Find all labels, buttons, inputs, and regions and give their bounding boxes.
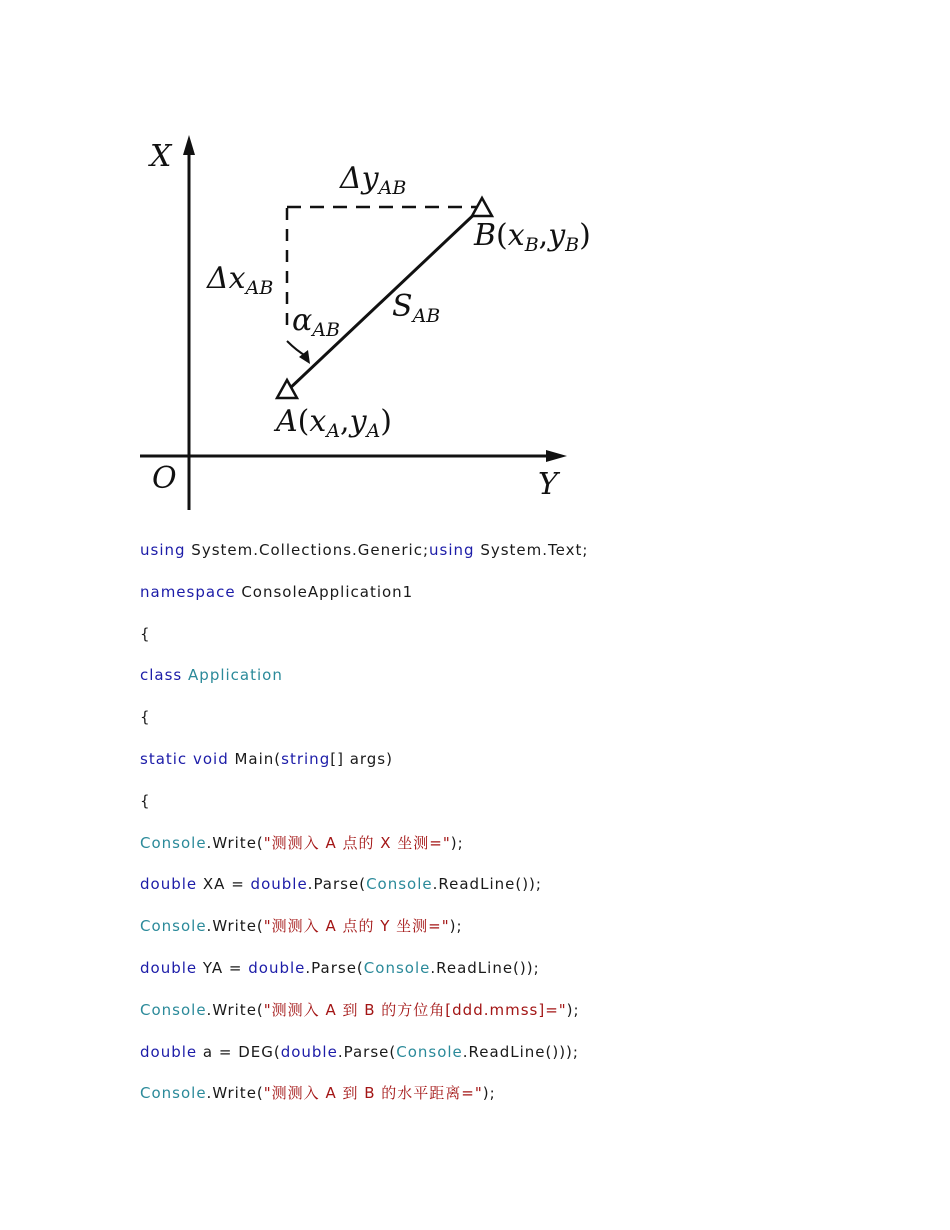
code-token: { (140, 708, 151, 727)
code-token: a = DEG( (197, 1042, 281, 1061)
azimuth-arc (287, 341, 306, 356)
code-token: .Parse( (337, 1042, 397, 1061)
code-token: static (140, 749, 188, 768)
code-token: Console (140, 917, 207, 936)
y-axis-arrow (546, 450, 567, 462)
code-line (140, 705, 900, 747)
code-token: "测测入 A 点的 Y 坐测=" (263, 917, 450, 936)
code-token: .ReadLine()); (430, 958, 540, 977)
code-line (140, 956, 900, 998)
code-token: Console (140, 1084, 207, 1103)
code-token: using (140, 541, 186, 559)
code-token: .ReadLine())); (462, 1042, 579, 1061)
code-token: YA = (197, 958, 249, 977)
coordinate-diagram (130, 128, 610, 513)
code-line (140, 998, 900, 1040)
code-token: double (140, 875, 198, 894)
segment-ab (287, 207, 482, 391)
code-token: .Parse( (305, 958, 364, 977)
code-token: class (140, 666, 183, 685)
code-listing (140, 538, 900, 1123)
code-token: { (140, 791, 151, 810)
axis-y-label: Y (538, 467, 558, 502)
code-token: double (140, 1042, 198, 1061)
code-token: ); (566, 1000, 580, 1019)
code-token: "测测入 A 到 B 的方位角[ddd.mmss]=" (263, 1000, 567, 1019)
code-token: double (248, 958, 306, 977)
code-line (140, 747, 900, 789)
delta-x-label: $\Delta x_{AB}$ (207, 261, 274, 299)
code-token: Console (366, 875, 433, 894)
code-token: .ReadLine()); (432, 875, 542, 894)
x-axis-arrow (183, 135, 195, 155)
code-token: Console (140, 833, 207, 852)
code-token: Console (140, 1000, 207, 1019)
code-token: ); (449, 917, 463, 936)
delta-y-label: $\Delta y_{AB}$ (340, 161, 407, 199)
code-token: double (280, 1042, 338, 1061)
code-token: .Write( (206, 833, 264, 852)
origin-label: O (152, 461, 177, 496)
code-token: ); (450, 833, 464, 852)
code-line (140, 831, 900, 873)
code-token: "测测入 A 点的 X 坐测=" (263, 833, 451, 852)
code-token: [] args) (330, 749, 393, 768)
code-token: .Write( (206, 1084, 264, 1103)
code-line (140, 872, 900, 914)
code-token: Console (396, 1042, 463, 1061)
code-line (140, 1040, 900, 1082)
code-line (140, 663, 900, 705)
code-line (140, 1081, 900, 1123)
code-token: namespace (140, 582, 236, 601)
code-line (140, 538, 900, 580)
code-line (140, 580, 900, 622)
code-line (140, 622, 900, 664)
code-token: using (429, 541, 475, 559)
s-label: $S_{AB}$ (392, 289, 441, 327)
code-token: .Parse( (307, 875, 367, 894)
code-token: ConsoleApplication1 (235, 582, 414, 601)
alpha-label: $\alpha_{AB}$ (292, 303, 340, 341)
code-token: "测测入 A 到 B 的水平距离=" (263, 1084, 483, 1103)
code-token: XA = (197, 875, 251, 894)
code-token: Main( (228, 749, 282, 768)
point-a-label: $A(x_A,y_A)$ (276, 404, 392, 442)
code-token: System.Collections.Generic; (185, 541, 430, 559)
code-token: .Write( (206, 1000, 264, 1019)
axis-x-label: X (150, 139, 172, 174)
code-token: void (192, 749, 229, 768)
code-token: .Write( (206, 917, 264, 936)
point-b-label: $B(x_B,y_B)$ (474, 218, 591, 256)
code-line (140, 789, 900, 831)
code-token: Console (363, 958, 431, 977)
code-token: double (250, 875, 308, 894)
code-token: string (281, 749, 331, 768)
code-token: { (140, 624, 151, 643)
code-token: System.Text; (474, 541, 589, 559)
code-token: Application (188, 666, 283, 685)
code-line (140, 914, 900, 956)
code-token: double (140, 958, 198, 977)
code-token: ); (482, 1084, 496, 1103)
